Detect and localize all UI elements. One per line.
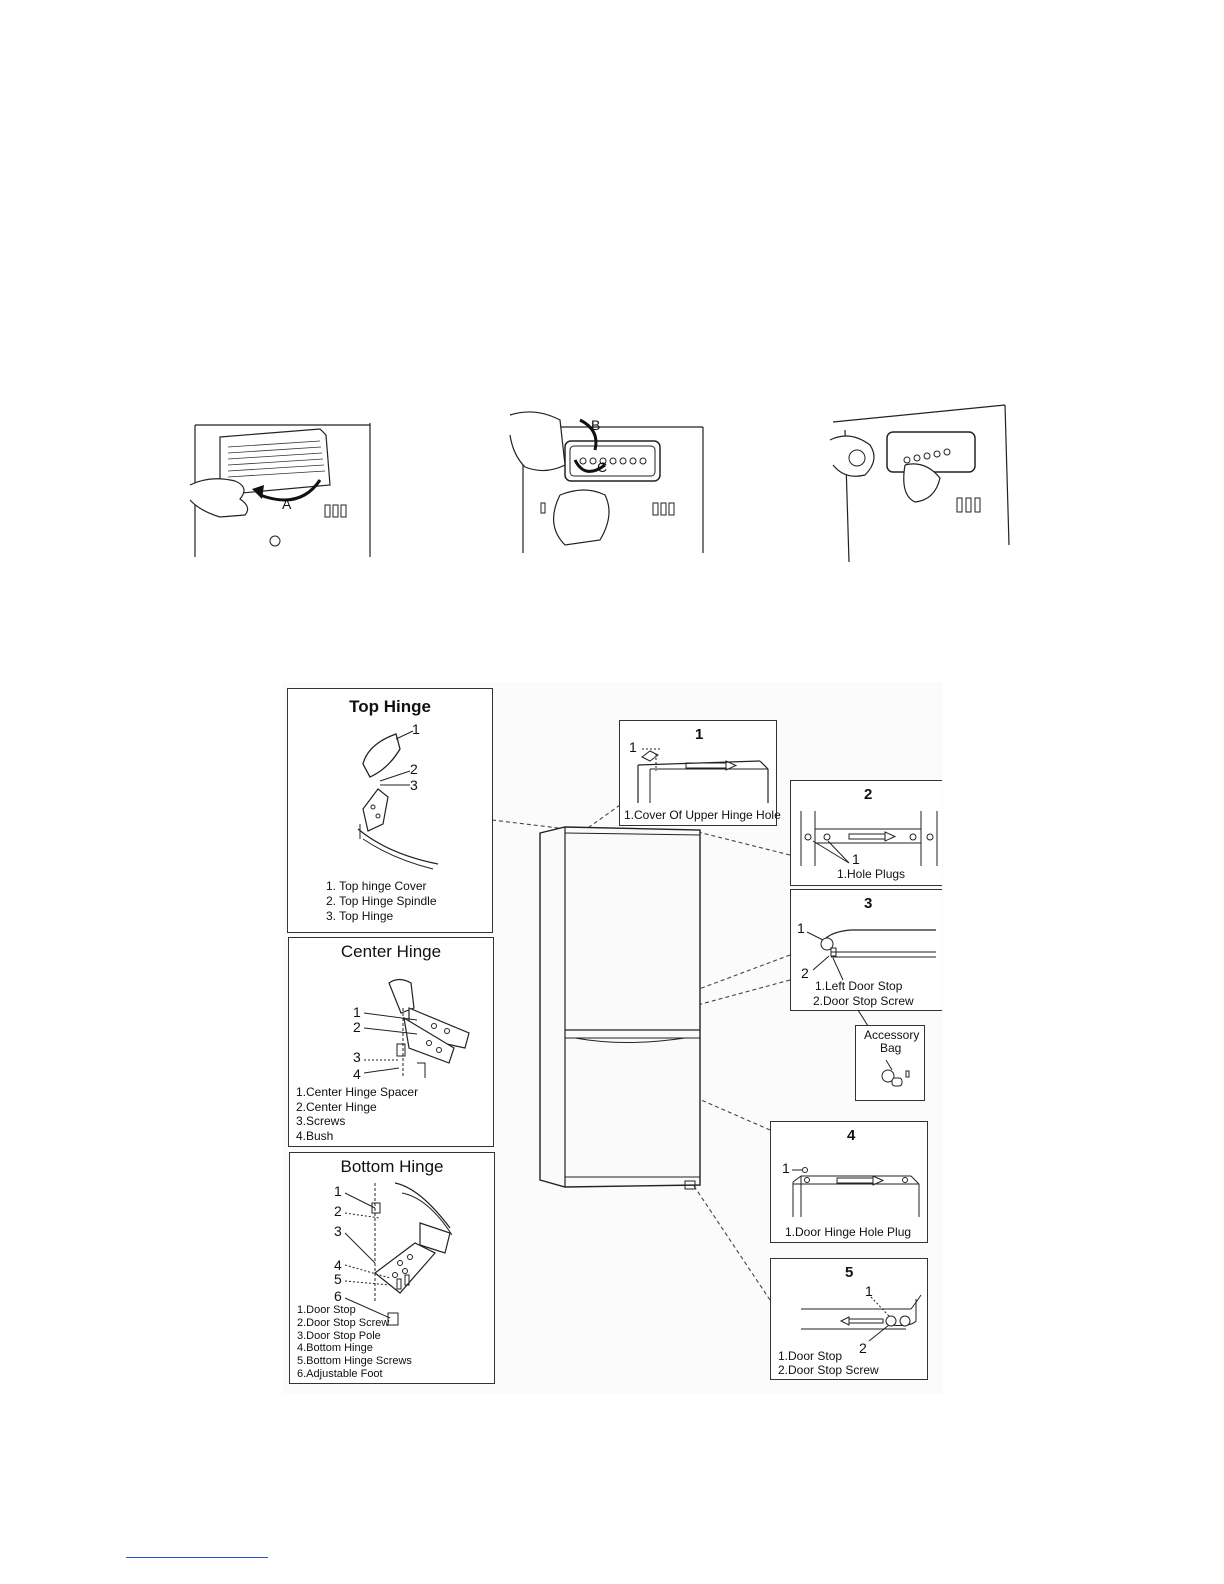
step-a-label: A: [282, 496, 292, 512]
top-hinge-item-1: 1. Top hinge Cover: [326, 879, 427, 893]
bottom-hinge-item-4: 4.Bottom Hinge: [297, 1342, 373, 1354]
center-hinge-panel: [288, 937, 494, 1147]
bottom-hinge-item-5: 5.Bottom Hinge Screws: [297, 1355, 412, 1367]
top-hinge-callout-3: 3: [410, 777, 418, 793]
top-hinge-panel: [287, 688, 493, 933]
detail-2-title: 2: [864, 786, 873, 803]
detail-3-title: 3: [864, 895, 873, 912]
bottom-hinge-callout-1: 1: [334, 1183, 342, 1199]
center-hinge-item-2: 2.Center Hinge: [296, 1100, 377, 1114]
detail-4-title: 4: [847, 1127, 856, 1144]
step-c-label: C: [597, 459, 608, 475]
detail-5-item-1: 1.Door Stop: [778, 1349, 843, 1363]
center-hinge-callout-4: 4: [353, 1066, 361, 1082]
detail-4-caption: 1.Door Hinge Hole Plug: [785, 1225, 912, 1239]
center-hinge-callout-1: 1: [353, 1004, 361, 1020]
top-hinge-item-3: 3. Top Hinge: [326, 909, 394, 923]
bottom-hinge-panel: [289, 1152, 495, 1384]
bottom-hinge-callout-2: 2: [334, 1203, 342, 1219]
detail-3-item-2: 2.Door Stop Screw: [813, 994, 914, 1008]
bottom-hinge-item-1: 1.Door Stop: [297, 1304, 356, 1316]
detail-5-callout-1: 1: [865, 1283, 873, 1299]
step-b-label: B: [591, 417, 601, 433]
bottom-hinge-item-6: 6.Adjustable Foot: [297, 1368, 383, 1380]
detail-3-item-1: 1.Left Door Stop: [815, 979, 903, 993]
bottom-hinge-callout-5: 5: [334, 1271, 342, 1287]
detail-1-title: 1: [695, 726, 704, 743]
accessory-label-line1: Accessory: [864, 1028, 920, 1042]
bottom-hinge-item-3: 3.Door Stop Pole: [297, 1330, 381, 1342]
center-hinge-callout-3: 3: [353, 1049, 361, 1065]
accessory-bag-drawing: [856, 1026, 926, 1102]
accessory-label-line2: Bag: [880, 1041, 902, 1055]
detail-4-panel: [770, 1121, 928, 1243]
detail-5-title: 5: [845, 1264, 854, 1281]
center-hinge-item-4: 4.Bush: [296, 1129, 334, 1143]
refrigerator-drawing: [535, 825, 715, 1195]
top-hinge-item-2: 2. Top Hinge Spindle: [326, 894, 437, 908]
center-hinge-callout-2: 2: [353, 1019, 361, 1035]
detail-5-callout-2: 2: [859, 1340, 867, 1356]
detail-2-panel: [790, 780, 942, 886]
detail-1-panel: [619, 720, 781, 826]
detail-3-callout-1: 1: [797, 920, 805, 936]
bottom-hinge-title: Bottom Hinge: [340, 1157, 444, 1176]
detail-5-item-2: 2.Door Stop Screw: [778, 1363, 879, 1377]
bottom-hinge-callout-6: 6: [334, 1288, 342, 1304]
detail-5-panel: [770, 1258, 928, 1380]
footnote-divider: [126, 1557, 268, 1558]
detail-3-callout-2: 2: [801, 965, 809, 981]
center-hinge-title: Center Hinge: [340, 942, 442, 961]
detail-3-panel: [790, 889, 942, 1011]
detail-2-callout: 1: [852, 851, 860, 867]
top-hinge-title: Top Hinge: [349, 697, 431, 716]
detail-4-callout: 1: [782, 1160, 790, 1176]
center-hinge-item-1: 1.Center Hinge Spacer: [296, 1085, 419, 1099]
bottom-hinge-item-2: 2.Door Stop Screw: [297, 1317, 390, 1329]
detail-1-callout: 1: [629, 739, 637, 755]
detail-2-caption: 1.Hole Plugs: [837, 867, 906, 881]
accessory-bag-panel: [855, 1025, 925, 1101]
top-hinge-callout-1: 1: [412, 721, 420, 737]
bottom-hinge-callout-3: 3: [334, 1223, 342, 1239]
center-hinge-item-3: 3.Screws: [296, 1114, 346, 1128]
detail-1-caption: 1.Cover Of Upper Hinge Hole: [624, 808, 781, 822]
top-hinge-callout-2: 2: [410, 761, 418, 777]
bottom-hinge-callout-4: 4: [334, 1257, 342, 1273]
